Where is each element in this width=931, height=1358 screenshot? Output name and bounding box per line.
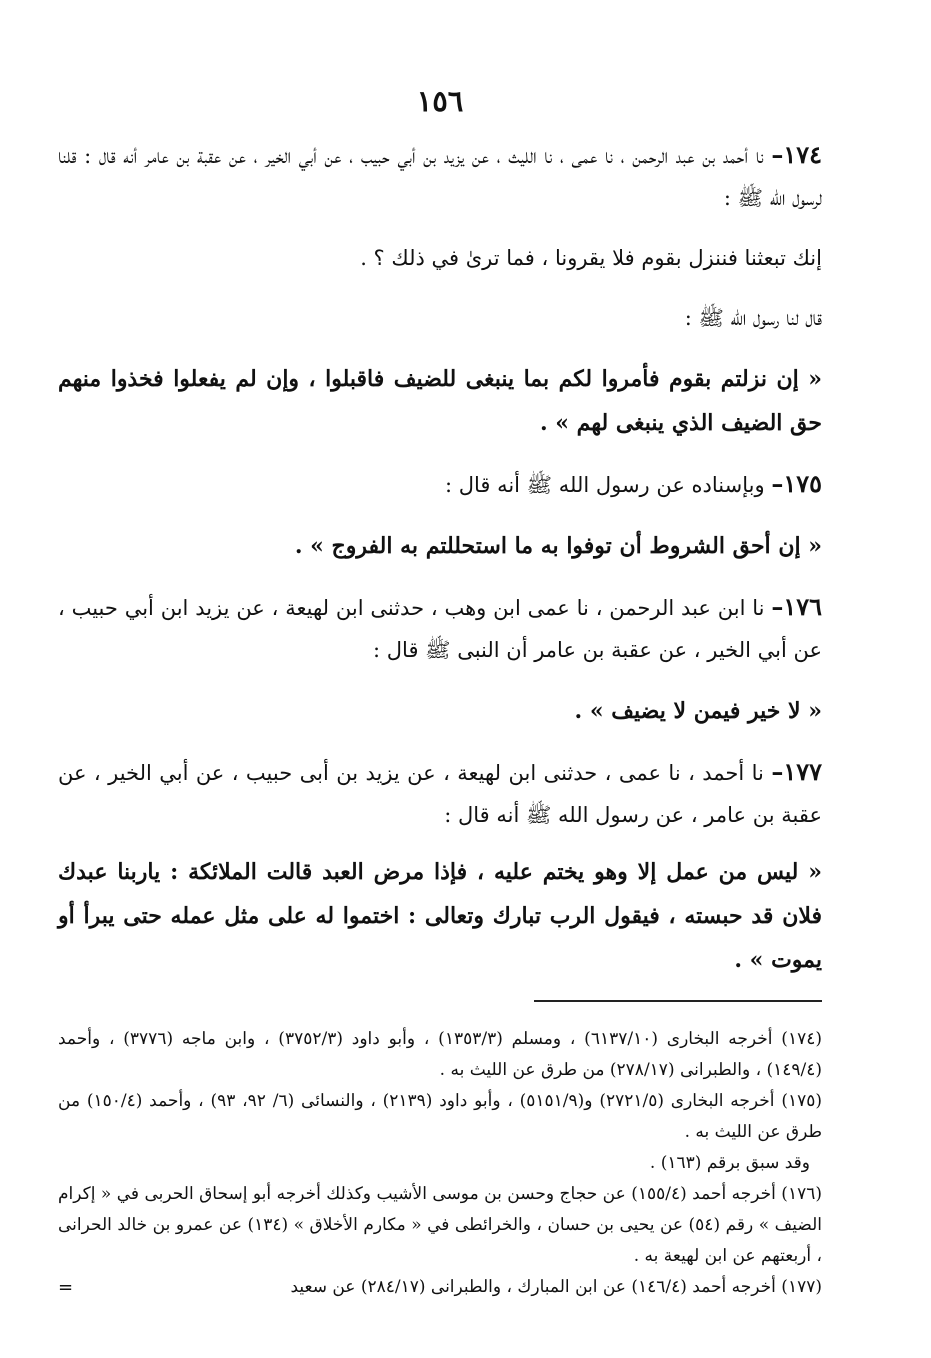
hadith-174-text: « إن نزلتم بقوم فأمروا لكم بما ينبغى للضيف فاقبلوا ، وإن لم يفعلوا فخذوا منهم حق الضيف الذي ينبغى لهم » . [58,366,822,436]
continuation-mark: = [58,1277,74,1298]
footnote-174: (١٧٤) أخرجه البخارى (٦١٣٧/١٠) ، ومسلم (١٣٥٣/٣) ، وأبو داود (٣٧٥٢/٣) ، وابن ماجه (٣٧٧٦) ، وأحمد (١٤٩/٤) ، والطبرانى (٢٧٨/١٧) من طرق عن الليث به . [58,1029,822,1080]
hadith-number: ١٧٦– [771,592,822,621]
hadith-number: ١٧٤– [771,140,822,169]
isnad-text: نا أحمد ، نا عمى ، حدثنى ابن لهيعة ، عن يزيد بن أبى حبيب ، عن أبي الخير ، عن عقبة بن عامر ، عن رسول الله ﷺ أنه قال : [58,761,822,827]
hadith-number: ١٧٥– [771,469,822,498]
hadith-175-chain [58,463,822,506]
isnad-text: وبإسناده عن رسول الله ﷺ أنه قال : [444,473,765,497]
isnad-text: نا ابن عبد الرحمن ، نا عمى ابن وهب ، حدثنى ابن لهيعة ، عن يزيد ابن أبي حبيب ، عن أبي الخير ، عن عقبة بن عامر أن النبى ﷺ قال : [58,596,822,662]
hadith-177-chain [58,751,822,836]
footnote-177 [58,1272,822,1303]
hadith-174-chain [58,134,822,219]
footnote-175: (١٧٥) أخرجه البخارى (٢٧٢١/٥) و(٥١٥١/٩) ، وأبو داود (٢١٣٩) ، والنسائى (٦/ ٩٢، ٩٣) ، وأحمد (١٥٠/٤) من طرق عن الليث به . [58,1091,822,1142]
footnote-divider [534,1000,822,1002]
hadith-175-text: « إن أحق الشروط أن توفوا به ما استحللتم به الفروج » . [294,533,822,559]
page-number: ١٥٦ [416,84,464,118]
hadith-176-chain [58,586,822,671]
footnotes [58,1024,822,1303]
footnote-176: (١٧٦) أخرجه أحمد (١٥٥/٤) عن حجاج وحسن بن موسى الأشيب وكذلك أخرجه أبو إسحاق الحربى في « إكرام الضيف » رقم (٥٤) عن يحيى بن حسان ، والخرائطى في « مكارم الأخلاق » (١٣٤) عن عمرو بن خالد الحرانى ، أربعتهم عن ابن لهيعة به . [58,1184,822,1266]
hadith-174-question: إنك تبعثنا فننزل بقوم فلا يقرونا ، فما ترىٰ في ذلك ؟ . [360,246,822,270]
footnote-177-text: (١٧٧) أخرجه أحمد (١٤٦/٤) عن ابن المبارك ، والطبرانى (٢٨٤/١٧) عن سعيد [290,1277,822,1297]
book-page [58,78,822,1303]
isnad-text: نا أحمد بن عبد الرحمن ، نا عمى ، نا الليث ، عن يزيد بن أبي حبيب ، عن أبي الخير ، عن عقبة بن عامر أنه قال : قلنا لرسول الله ﷺ : [58,144,822,210]
footnote-175-extra: وقد سبق برقم (١٦٣) . [649,1153,810,1173]
hadith-177-text: « ليس من عمل إلا وهو يختم عليه ، فإذا مرض العبد قالت الملائكة : ياربنا عبدك فلان قد حبسته ، فيقول الرب تبارك وتعالى : اختموا له على مثل عمله حتى يبرأ أو يموت » . [58,859,822,973]
hadith-174-intro: قال لنا رسول الله ﷺ : [684,306,822,330]
hadith-176-text: « لا خير فيمن لا يضيف » . [574,698,822,724]
hadith-number: ١٧٧– [771,757,822,786]
